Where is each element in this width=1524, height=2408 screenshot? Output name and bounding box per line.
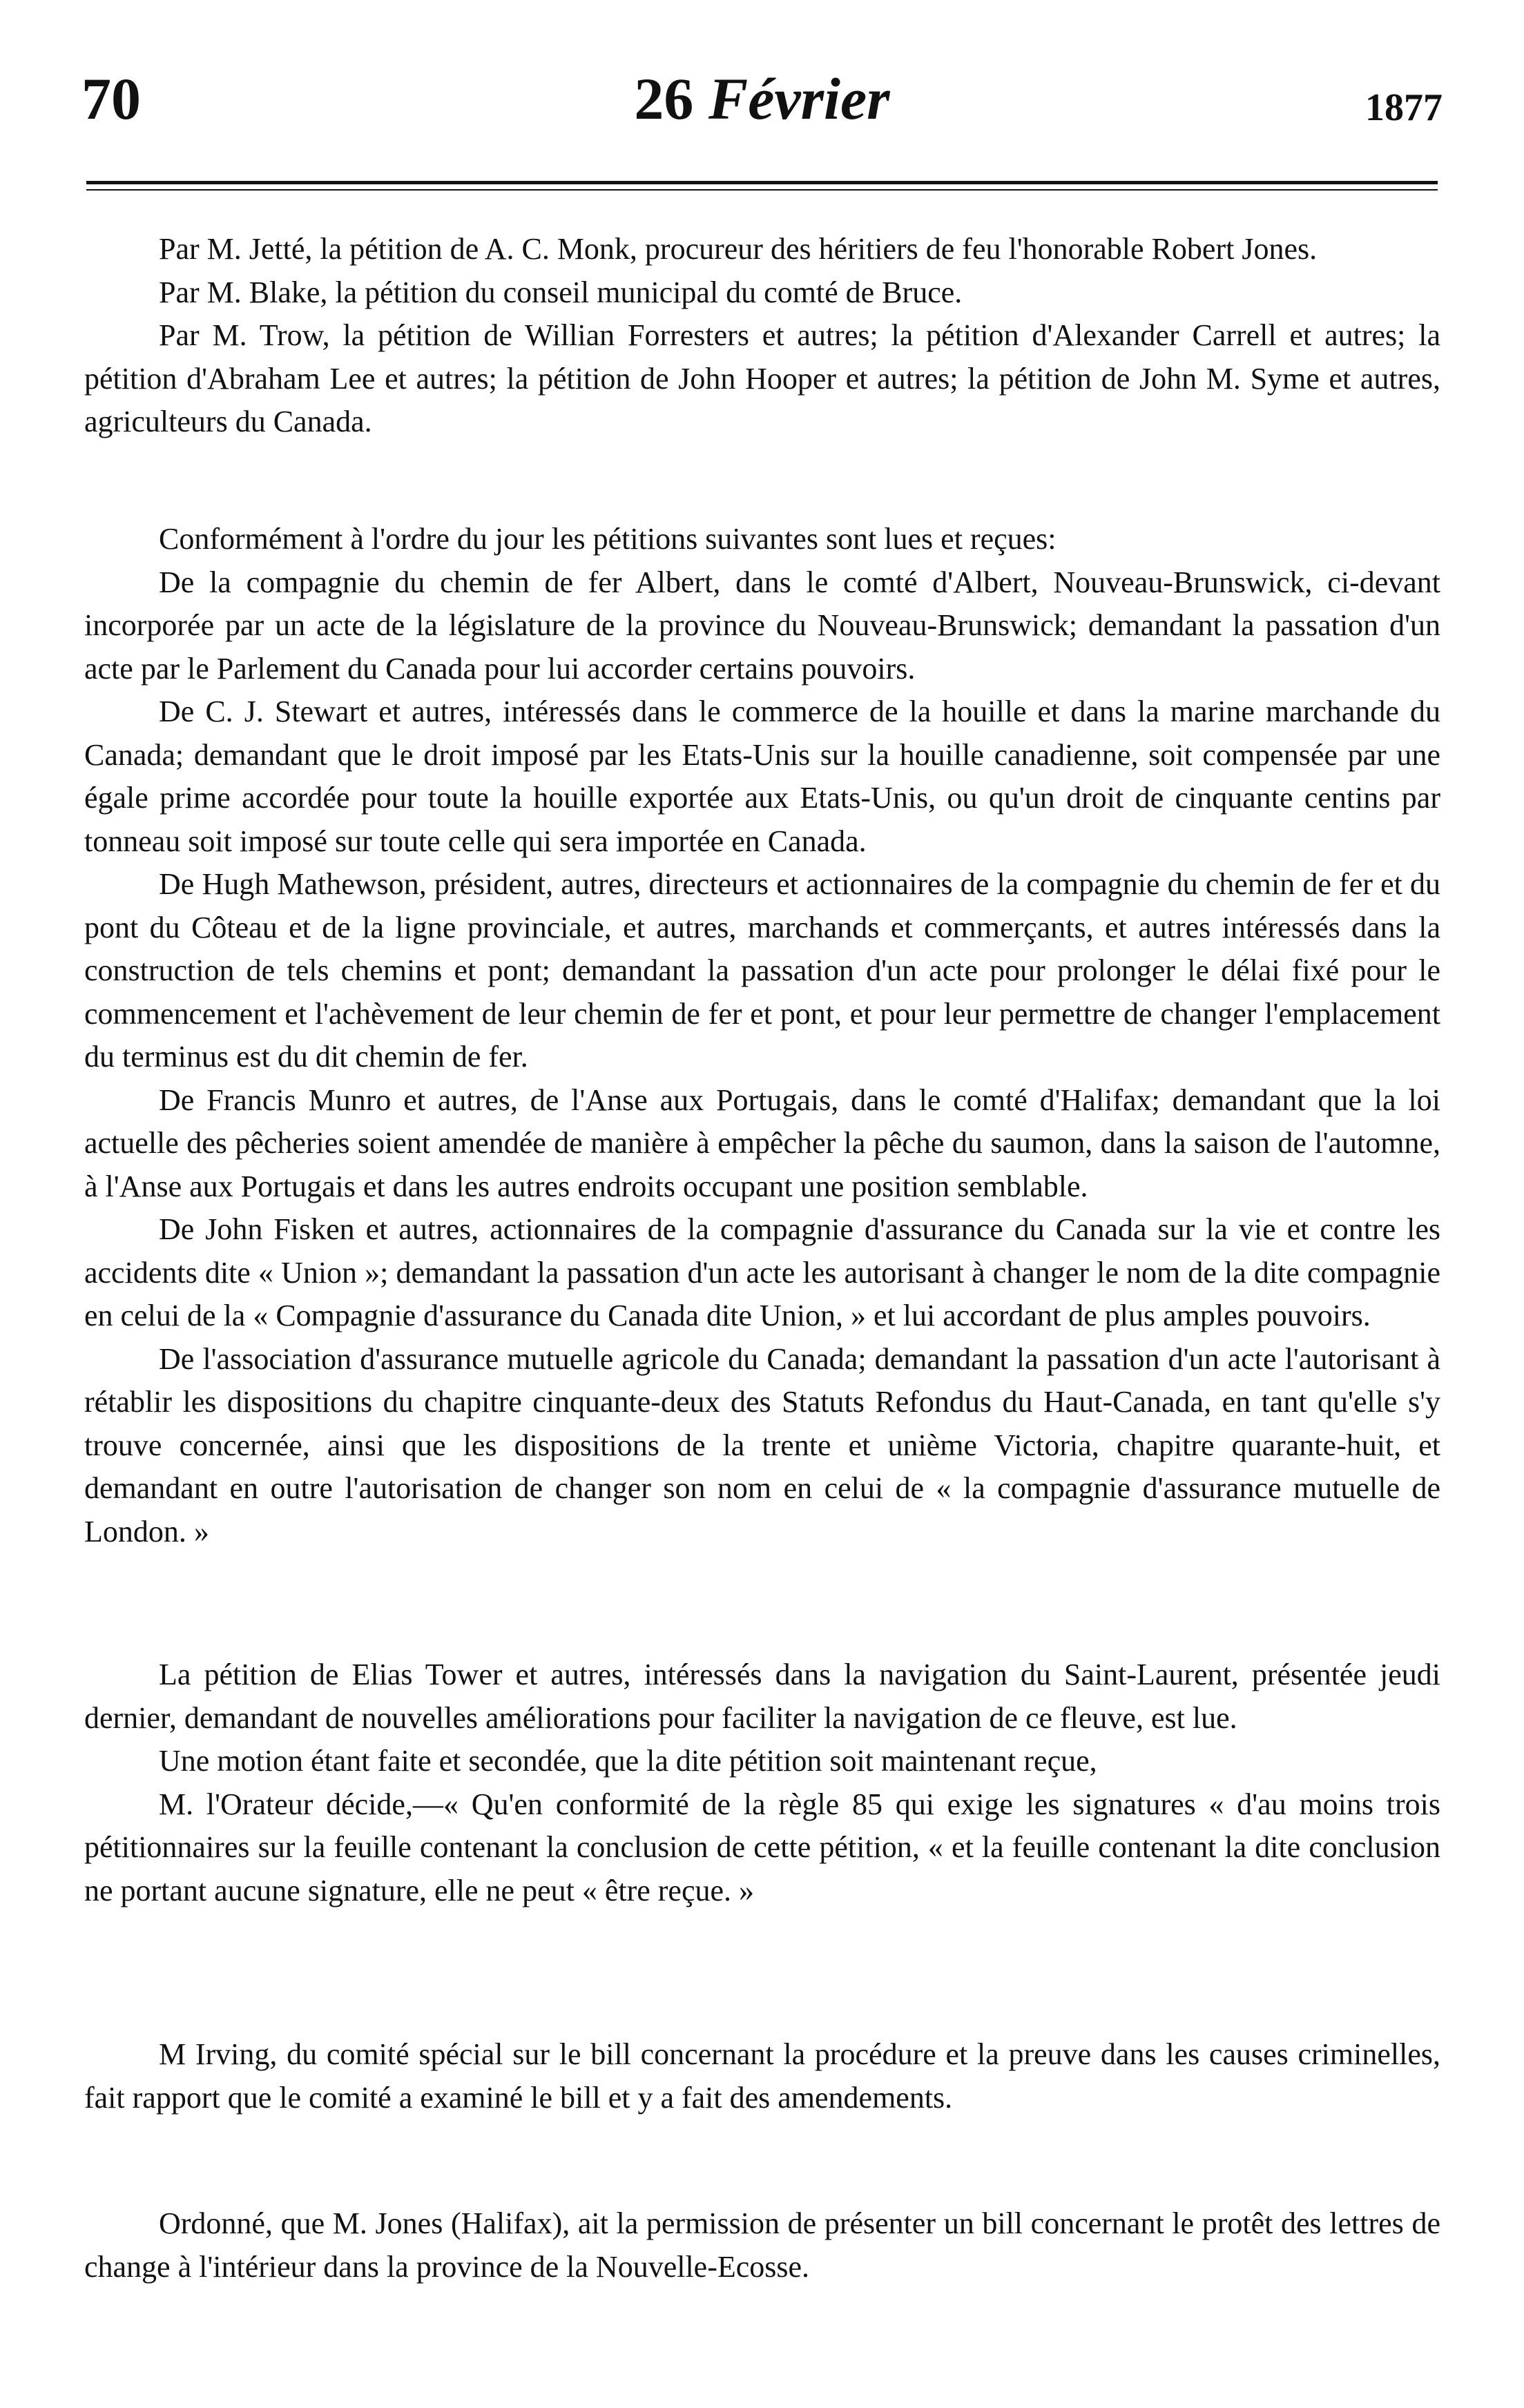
paragraph: M Irving, du comité spécial sur le bill concernant la procédure et la preuve dans les causes criminelles, fait rapport que le comité a examiné le bill et y a fait des amendements. — [84, 2037, 1440, 2115]
tower-petition — [84, 1653, 1440, 1912]
paragraph: Une motion étant faite et secondée, que la dite pétition soit maintenant reçue, — [159, 1744, 1097, 1778]
page-number: 70 — [81, 66, 141, 132]
date-month: Février — [708, 66, 890, 132]
paragraph: Par M. Blake, la pétition du conseil municipal du comté de Bruce. — [159, 275, 963, 309]
section-intro: Conformément à l'ordre du jour les pétitions suivantes sont lues et reçues: — [159, 522, 1057, 556]
paragraph: Par M. Trow, la pétition de Willian Forresters et autres; la pétition d'Alexander Carrell et autres; la pétition d'Abraham Lee et autres; la pétition de John Hooper et autres; la pétition de John M. Syme et autres, agriculteurs du Canada. — [84, 318, 1440, 438]
petitions-read — [84, 518, 1440, 1553]
petitions-presented — [84, 228, 1440, 444]
committee-report — [84, 2033, 1440, 2119]
page-date — [0, 66, 1524, 132]
paragraph: Ordonné, que M. Jones (Halifax), ait la permission de présenter un bill concernant le protêt des lettres de change à l'intérieur dans la province de la Nouvelle-Ecosse. — [84, 2206, 1440, 2284]
paragraph: De C. J. Stewart et autres, intéressés dans le commerce de la houille et dans la marine marchande du Canada; demandant que le droit imposé par les Etats-Unis sur la houille canadienne, soit compensée par une égale prime accordée pour toute la houille exportée aux Etats-Unis, ou qu'un droit de cinquante centins par tonneau soit imposé sur toute celle qui sera importée en Canada. — [84, 695, 1440, 858]
page-year: 1877 — [1365, 86, 1443, 129]
paragraph: Par M. Jetté, la pétition de A. C. Monk, procureur des héritiers de feu l'honorable Robert Jones. — [159, 232, 1318, 266]
header-rule-thin — [86, 189, 1438, 191]
header-rule-thick — [86, 181, 1438, 184]
paragraph: De Hugh Mathewson, président, autres, directeurs et actionnaires de la compagnie du chemin de fer et du pont du Côteau et de la ligne provinciale, et autres, marchands et commerçants, et autres intéressés dans la construction de tels chemins et pont; demandant la passation d'un acte pour prolonger le délai fixé pour le commencement et l'achèvement de leur chemin de fer et pont, et pour leur permettre de changer l'emplacement du terminus est du dit chemin de fer. — [84, 867, 1440, 1074]
paragraph: La pétition de Elias Tower et autres, intéressés dans la navigation du Saint-Laurent, présentée jeudi dernier, demandant de nouvelles améliorations pour faciliter la navigation de ce fleuve, est lue. — [84, 1658, 1440, 1735]
order — [84, 2202, 1440, 2289]
speaker-ruling: M. l'Orateur décide,—« Qu'en conformité de la règle 85 qui exige les signatures « d'au moins trois pétitionnaires sur la feuille contenant la conclusion de cette pétition, « et la feuille contenant la dite conclusion ne portant aucune signature, elle ne peut « être reçue. » — [84, 1787, 1440, 1907]
paragraph: De la compagnie du chemin de fer Albert, dans le comté d'Albert, Nouveau-Brunswick, ci-devant incorporée par un acte de la législature de la province du Nouveau-Brunswick; demandant la passation d'un acte par le Parlement du Canada pour lui accorder certains pouvoirs. — [84, 565, 1440, 686]
paragraph: De John Fisken et autres, actionnaires de la compagnie d'assurance du Canada sur la vie et contre les accidents dite « Union »; demandant la passation d'un acte les autorisant à changer le nom de la dite compagnie en celui de la « Compagnie d'assurance du Canada dite Union, » et lui accordant de plus amples pouvoirs. — [84, 1212, 1440, 1332]
paragraph: De l'association d'assurance mutuelle agricole du Canada; demandant la passation d'un acte l'autorisant à rétablir les dispositions du chapitre cinquante-deux des Statuts Refondus du Haut-Canada, en tant qu'elle s'y trouve concernée, ainsi que les dispositions de la trente et unième Victoria, chapitre quarante-huit, et demandant en outre l'autorisation de changer son nom en celui de « la compagnie d'assurance mutuelle de London. » — [84, 1341, 1440, 1548]
date-day: 26 — [634, 66, 694, 132]
paragraph: De Francis Munro et autres, de l'Anse aux Portugais, dans le comté d'Halifax; demandant que la loi actuelle des pêcheries soient amendée de manière à empêcher la pêche du saumon, dans la saison de l'automne, à l'Anse aux Portugais et dans les autres endroits occupant une position semblable. — [84, 1082, 1440, 1203]
